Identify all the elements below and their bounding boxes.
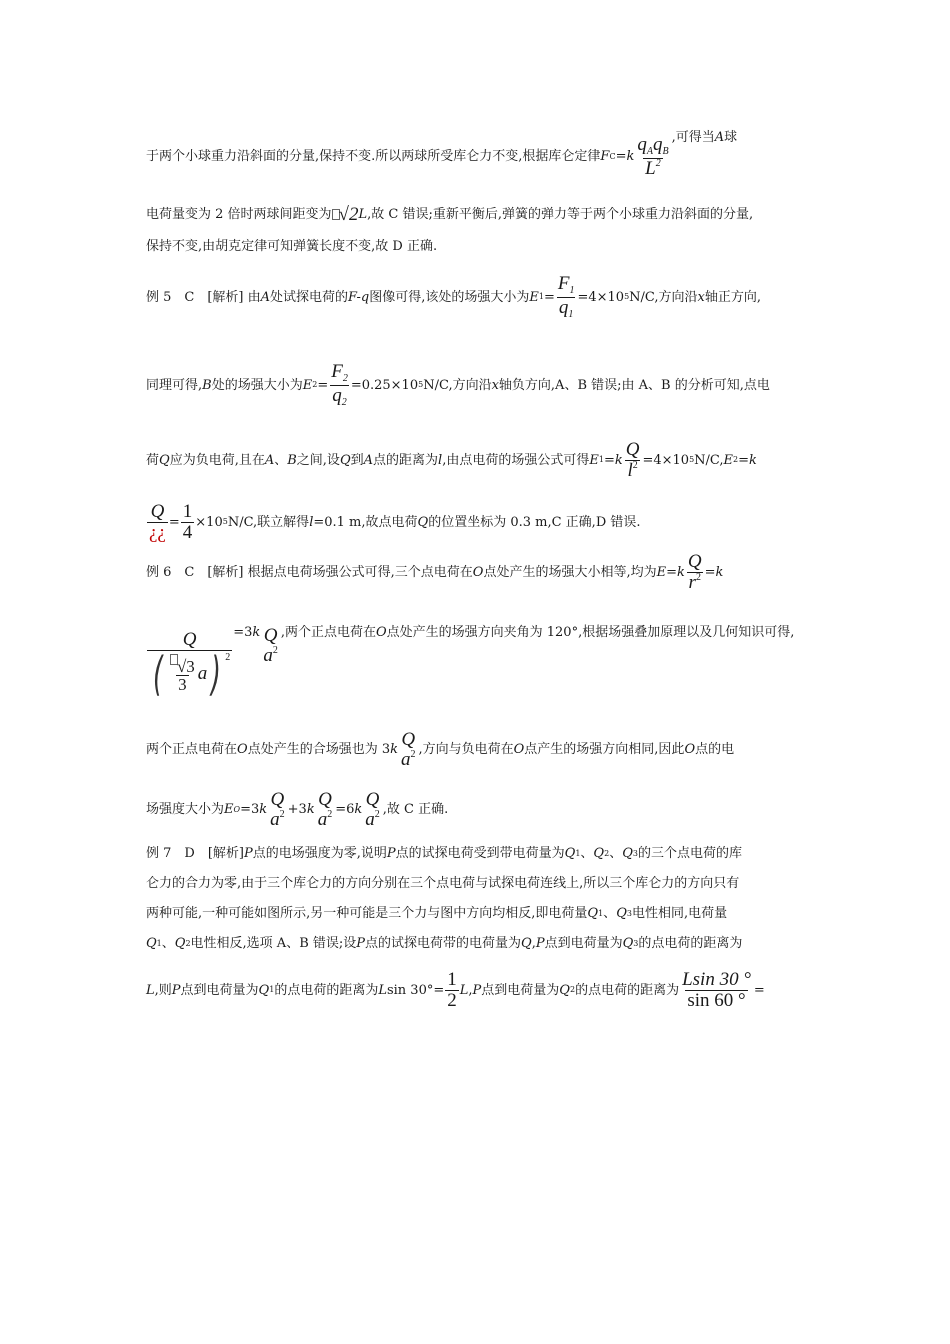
subscript: 3 — [633, 938, 639, 948]
superscript: 2 — [410, 748, 416, 760]
symbol: F — [600, 149, 610, 165]
text: 例 5 C [解析] 由 — [146, 289, 261, 305]
subscript: 1 — [156, 938, 162, 948]
symbol: Q — [559, 982, 570, 998]
symbol: k — [626, 149, 635, 165]
fraction-denominator — [316, 810, 335, 830]
symbol: P — [171, 982, 181, 998]
subscript: A — [646, 146, 653, 157]
example-5-line-4 — [146, 502, 826, 543]
symbol: E — [589, 452, 599, 468]
symbol: P — [386, 846, 396, 861]
text: 、 — [603, 906, 617, 921]
text: =0.1 m,故点电荷 — [313, 514, 418, 530]
symbol: O — [237, 742, 248, 758]
text: =4×10 — [577, 289, 625, 305]
symbol: F — [331, 361, 343, 382]
subscript: 2 — [569, 985, 576, 995]
symbol: P — [472, 982, 482, 998]
subscript: 2 — [185, 938, 191, 948]
example-7-line-4 — [146, 937, 826, 950]
text: 点处产生的场强大小相等,均为 — [483, 564, 657, 580]
text: =6 — [335, 802, 355, 818]
symbol: a — [263, 644, 273, 666]
symbol: Q — [622, 846, 633, 861]
symbol: q — [637, 134, 647, 155]
superscript: 2 — [272, 644, 278, 656]
fraction-numerator: Q — [182, 629, 197, 650]
subscript: 3 — [632, 848, 638, 858]
symbol: k — [354, 802, 363, 818]
text: , — [468, 982, 473, 998]
symbol: L — [645, 157, 656, 179]
symbol: k — [749, 452, 757, 468]
subscript: 1 — [598, 908, 604, 918]
text: 保持不变,由胡克定律可知弹簧长度不变,故 D 正确. — [146, 239, 438, 254]
radical: √2 — [338, 204, 359, 225]
text: ,故 C 错误;重新平衡后,弹簧的弹力等于两个小球重力沿斜面的分量, — [367, 207, 754, 222]
superscript: 5 — [222, 517, 228, 527]
subscript: 2 — [342, 373, 348, 384]
subscript: 1 — [538, 292, 544, 301]
fraction-denominator — [625, 460, 639, 481]
text: 点到电荷量为 — [544, 936, 623, 951]
symbol: B — [287, 452, 297, 468]
symbol: E — [224, 802, 234, 818]
symbol: k — [252, 625, 261, 640]
text: N/C, — [694, 452, 724, 468]
example-5-line-1 — [146, 274, 826, 320]
fraction-denominator: 2 — [447, 989, 457, 1011]
superscript: 5 — [418, 380, 424, 389]
text: 处试探电荷的 — [270, 289, 349, 305]
text: = — [738, 452, 750, 468]
paragraph-line-1 — [146, 130, 826, 179]
paragraph-line-2 — [146, 205, 826, 224]
text: 电荷量变为 2 倍时两球间距变为 — [146, 207, 332, 222]
symbol: L — [459, 982, 469, 998]
fraction-lsin30-over-sin60 — [680, 970, 753, 1011]
symbol: O — [513, 742, 525, 758]
text: = — [543, 289, 555, 305]
subscript: 1 — [269, 985, 275, 995]
text: 于两个小球重力沿斜面的分量,保持不变.所以两球所受库仑力不变,根据库仑定律 — [146, 149, 601, 165]
example-6-line-2 — [146, 625, 950, 701]
text: 例 6 C [解析] 根据点电荷场强公式可得,三个点电荷在 — [146, 564, 473, 580]
symbol: F — [557, 273, 570, 294]
symbol: A — [260, 289, 271, 305]
fraction-q-over-l2 — [624, 440, 642, 481]
fraction-q-over-a2 — [399, 730, 418, 770]
superscript: 2 — [327, 808, 333, 820]
fraction-numerator — [556, 274, 577, 297]
text: 应为负电荷,且在 — [169, 452, 265, 468]
symbol: O — [684, 742, 696, 758]
fraction-numerator: Q — [401, 729, 416, 750]
fraction-coulomb — [635, 135, 670, 178]
fraction-numerator — [168, 654, 197, 676]
superscript: 2 — [632, 459, 638, 471]
fraction-numerator: Q — [150, 501, 165, 522]
symbol: P — [535, 936, 545, 951]
symbol: Q — [258, 982, 270, 998]
fraction-q-over-r2 — [686, 552, 704, 593]
symbol: r — [688, 571, 696, 593]
symbol: l — [309, 514, 314, 530]
text: 荷 — [146, 452, 160, 468]
symbol: a — [365, 808, 375, 830]
text: 处的场强大小为 — [211, 377, 303, 393]
text: 球 — [724, 130, 738, 145]
subscript: 2 — [341, 396, 347, 408]
subscript: 2 — [733, 455, 739, 465]
text: 的点电荷的距离为 — [638, 936, 743, 951]
symbol: Q — [593, 846, 605, 861]
text: 点的电场强度为零,说明 — [252, 846, 387, 861]
fraction-denominator — [147, 646, 232, 701]
fraction-numerator: 1 — [182, 501, 193, 522]
symbol: k — [614, 452, 623, 468]
text: ,由点电荷的场强公式可得 — [442, 452, 590, 468]
symbol: P — [356, 936, 366, 951]
example-6-line-3 — [146, 730, 826, 770]
fraction-denominator — [268, 810, 287, 830]
fraction-denominator — [330, 385, 349, 409]
text: 点到电荷量为 — [180, 982, 259, 998]
text: 的位置坐标为 0.3 m,C 正确,D 错误. — [428, 514, 641, 530]
text: 的三个点电荷的库 — [637, 846, 742, 861]
symbol: B — [202, 377, 212, 393]
text: , — [531, 936, 536, 951]
symbol: k — [676, 564, 685, 580]
text: +3 — [287, 802, 307, 818]
right-paren: ) — [211, 646, 222, 701]
symbol: Q — [159, 452, 170, 468]
symbol: E — [656, 564, 667, 580]
text: 轴负方向,A、B 错误;由 A、B 的分析可知,点电 — [498, 377, 770, 393]
symbol: q — [652, 134, 663, 155]
text: 的点电荷的距离为 — [274, 982, 379, 998]
fraction-q-over-a2 — [363, 790, 382, 830]
symbol: a — [197, 662, 208, 684]
text: 点的电 — [695, 742, 735, 758]
text: N/C,方向沿 — [629, 289, 698, 305]
symbol: Q — [417, 514, 429, 530]
subscript: 1 — [575, 848, 581, 858]
fraction-denominator — [399, 750, 418, 770]
symbol: Q — [622, 936, 634, 951]
symbol: k — [715, 564, 724, 580]
symbol: A — [714, 130, 725, 145]
symbol: F-q — [348, 289, 370, 305]
text: = — [317, 377, 329, 393]
subscript: 2 — [604, 848, 610, 858]
fraction-one-half — [445, 970, 459, 1011]
fraction-numerator: Q — [318, 789, 332, 810]
text: =4×10 — [642, 452, 690, 468]
text: 到 — [350, 452, 364, 468]
symbol: q — [332, 384, 342, 406]
fraction-denominator: 3 — [178, 675, 187, 695]
superscript: 2 — [695, 571, 701, 583]
fraction-denominator: sin 60 ° — [687, 989, 746, 1011]
text: 、 — [580, 846, 594, 861]
symbol: q — [558, 296, 569, 318]
example-5-line-2 — [146, 362, 826, 408]
symbol: Q — [146, 936, 157, 951]
paragraph-line-3 — [146, 240, 826, 253]
symbol: k — [390, 742, 398, 758]
text: 图像可得,该处的场强大小为 — [369, 289, 530, 305]
fraction-numerator: Lsin 30 ° — [682, 969, 751, 990]
symbol: Q — [174, 936, 186, 951]
symbol: k — [306, 802, 315, 818]
left-paren: ( — [153, 646, 163, 701]
subscript: 1 — [569, 285, 575, 296]
example-6-line-4 — [146, 790, 826, 830]
fraction-numerator: Q — [263, 625, 278, 646]
text: 场强度大小为 — [146, 802, 225, 818]
fraction-denominator — [643, 158, 663, 179]
text: 电性相同,电荷量 — [631, 906, 728, 921]
text: 轴正方向, — [704, 289, 762, 305]
text: 两个正点电荷在 — [146, 742, 238, 758]
text: 两种可能,一种可能如图所示,另一种可能是三个力与图中方向均相反,即电荷量 — [146, 906, 588, 921]
symbol: k — [259, 802, 268, 818]
example-7-line-3 — [146, 907, 826, 920]
fraction-e1 — [556, 274, 577, 320]
text: ,方向与负电荷在 — [418, 742, 514, 758]
subscript: 2 — [312, 380, 318, 389]
text: = — [753, 982, 765, 998]
text: 例 7 D [解析] — [146, 846, 244, 861]
text: 点的试探电荷带的电荷量为 — [365, 936, 522, 951]
symbol: L — [146, 982, 155, 998]
text: ,两个正点电荷在 — [280, 625, 376, 640]
superscript: 5 — [624, 292, 630, 301]
subscript: 3 — [626, 908, 632, 918]
symbol: L — [378, 982, 387, 998]
text: 点到电荷量为 — [481, 982, 560, 998]
text: ,故 C 正确. — [382, 802, 449, 818]
text: =3 — [233, 625, 253, 640]
fraction-numerator: Q — [270, 789, 285, 810]
symbol: Q — [339, 452, 351, 468]
subscript: 1 — [568, 308, 574, 320]
text: 、 — [609, 846, 623, 861]
fraction-numerator — [635, 135, 670, 158]
symbol: E — [529, 289, 539, 305]
example-5-line-3 — [146, 440, 826, 481]
fraction-q-over-broken — [147, 502, 168, 543]
example-7-line-1 — [146, 847, 826, 860]
text: 点的试探电荷受到带电荷量为 — [395, 846, 565, 861]
text: 、 — [274, 452, 288, 468]
symbol: Q — [587, 906, 599, 921]
superscript: 2 — [279, 808, 285, 820]
radical: √3 — [176, 656, 195, 676]
example-7-line-5 — [146, 970, 826, 1011]
text: =3 — [240, 802, 260, 818]
example-7-line-2 — [146, 877, 826, 890]
symbol: A — [264, 452, 275, 468]
symbol: l — [438, 452, 443, 468]
symbol: P — [243, 846, 253, 861]
symbol: Q — [564, 846, 576, 861]
text: ,则 — [154, 982, 172, 998]
text: 点的距离为 — [373, 452, 439, 468]
symbol: a — [400, 748, 411, 770]
text: = — [168, 514, 180, 530]
subscript: 1 — [598, 455, 604, 465]
text: =0.25×10 — [350, 377, 419, 393]
symbol: Q — [521, 936, 532, 951]
text: N/C,联立解得 — [227, 514, 310, 530]
text: 、 — [161, 936, 175, 951]
symbol: x — [491, 377, 499, 393]
fraction-q-over-a2 — [316, 790, 335, 830]
text: sin 30°= — [386, 982, 445, 998]
fraction-root3-over-3 — [168, 654, 197, 695]
text: 之间,设 — [296, 452, 340, 468]
text: 点处产生的场强方向夹角为 120°,根据场强叠加原理以及几何知识可得, — [386, 625, 795, 640]
symbol: O — [375, 625, 387, 640]
fraction-q-over-a2 — [261, 626, 280, 666]
symbol: E — [723, 452, 734, 468]
text: = — [603, 452, 615, 468]
symbol: a — [317, 808, 328, 830]
fraction-one-quarter — [181, 502, 195, 543]
fraction-numerator: Q — [687, 551, 702, 572]
symbol: x — [697, 289, 705, 305]
text: N/C,方向沿 — [423, 377, 492, 393]
superscript: 5 — [689, 455, 695, 465]
fraction-denominator — [261, 646, 280, 666]
superscript: 2 — [225, 651, 231, 663]
text: ×10 — [195, 514, 223, 530]
text: 电性相反,选项 A、B 错误;设 — [190, 936, 357, 951]
fraction-denominator: 4 — [182, 521, 193, 543]
fraction-denominator — [687, 572, 703, 593]
text: = — [615, 149, 627, 165]
fraction-numerator: 1 — [447, 969, 457, 990]
superscript: 2 — [655, 157, 661, 169]
text: 点产生的场强方向相同,因此 — [524, 742, 685, 758]
symbol: O — [472, 564, 484, 580]
fraction-denominator — [363, 810, 382, 830]
fraction-e2 — [329, 362, 350, 408]
subscript: C — [609, 151, 616, 161]
fraction-numerator: Q — [365, 789, 380, 810]
fraction-numerator — [329, 362, 350, 385]
example-6-line-1 — [146, 552, 826, 593]
symbol: L — [358, 207, 368, 222]
fraction-denominator: ¿¿ — [149, 521, 166, 543]
subscript: B — [662, 146, 669, 157]
fraction-q-over-paren — [147, 629, 232, 701]
text: ,可得当 — [671, 130, 715, 145]
symbol: A — [363, 452, 374, 468]
symbol: E — [302, 377, 313, 393]
text: 点处产生的合场强也为 3 — [247, 742, 391, 758]
symbol: a — [270, 808, 280, 830]
text: 仑力的合力为零,由于三个库仑力的方向分别在三个点电荷与试探电荷连线上,所以三个库仑力的方向只有 — [146, 876, 740, 891]
fraction-numerator: Q — [625, 439, 640, 460]
symbol: Q — [616, 906, 627, 921]
text: 的点电荷的距离为 — [575, 982, 680, 998]
fraction-denominator — [557, 297, 576, 321]
symbol: l — [627, 459, 633, 481]
text: = — [666, 564, 677, 580]
text: = — [704, 564, 716, 580]
text: 同理可得, — [146, 377, 203, 393]
superscript: 2 — [374, 808, 380, 820]
fraction-q-over-a2 — [268, 790, 287, 830]
subscript: O — [233, 804, 241, 814]
